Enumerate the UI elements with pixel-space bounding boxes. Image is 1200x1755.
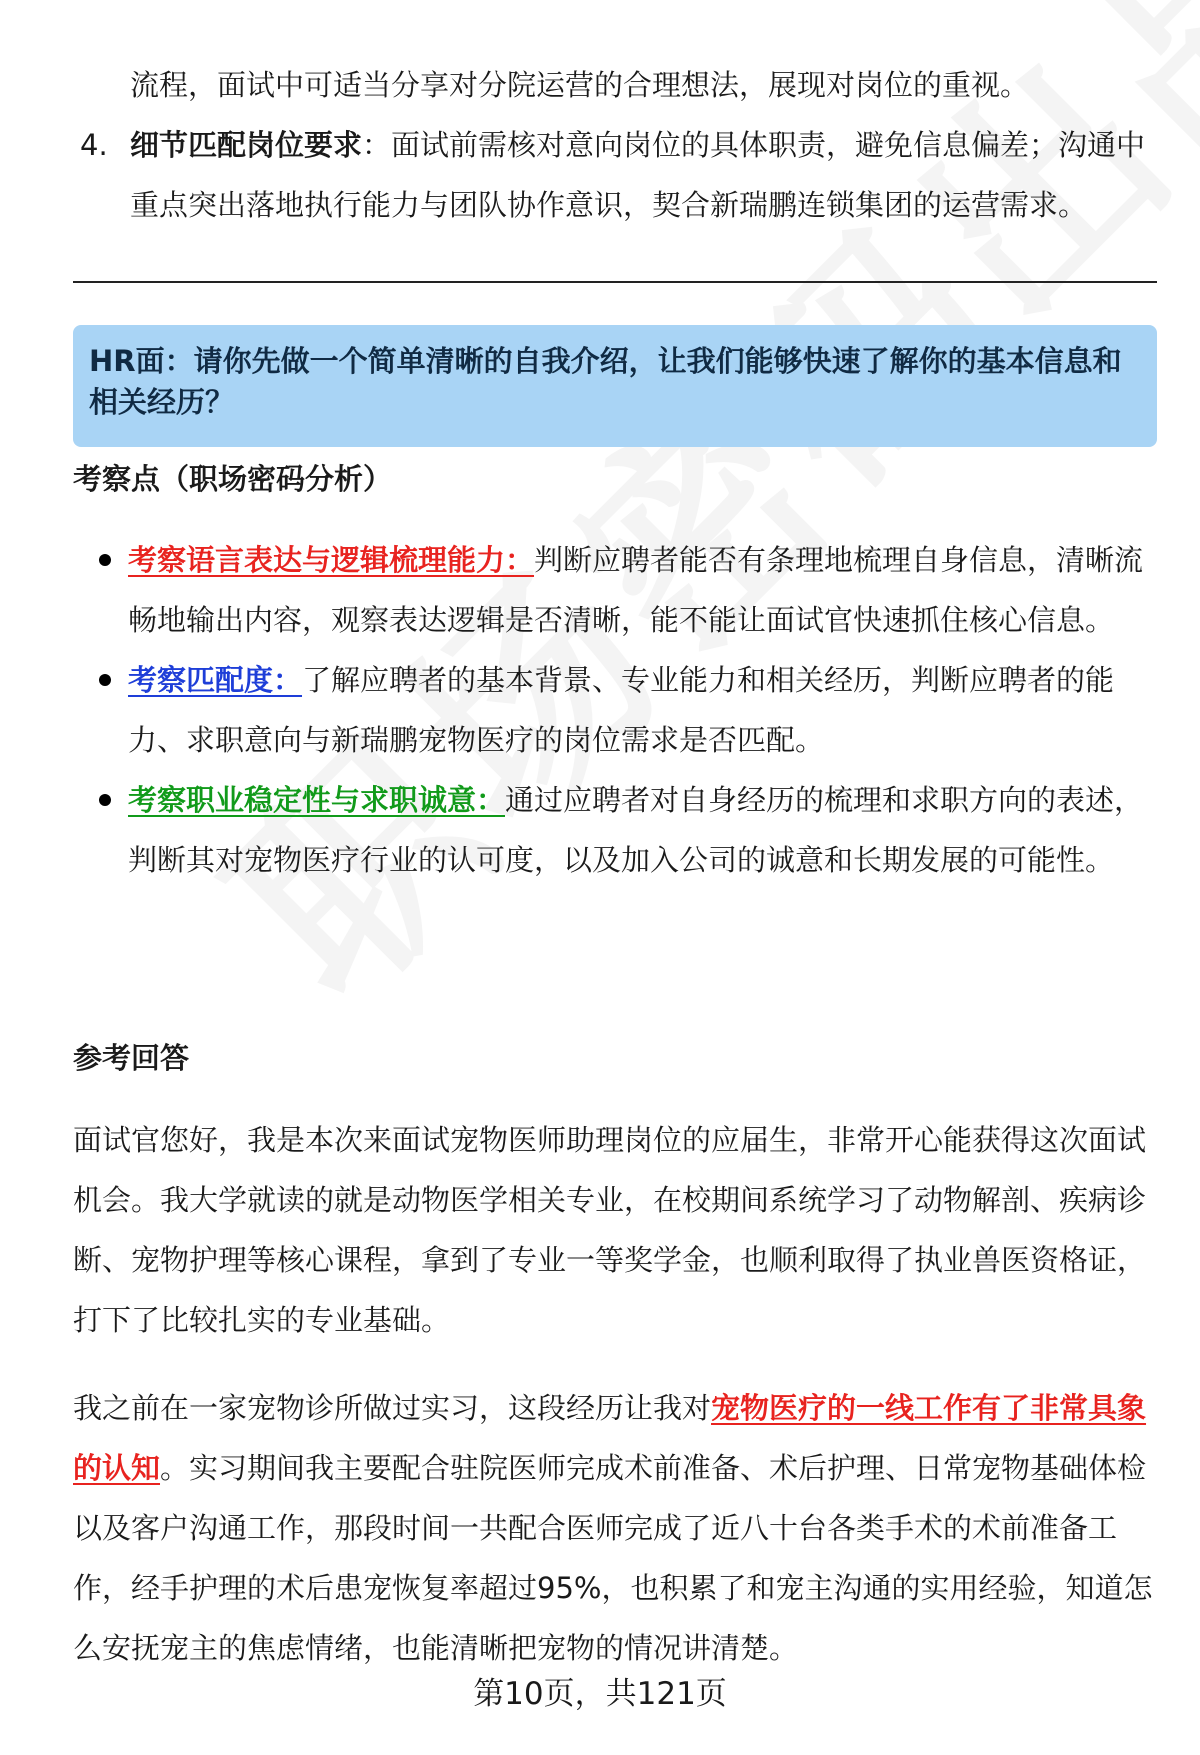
answer-highlight: 宠物医疗的一线工作有了非常具象的认知 (73, 1391, 1147, 1485)
point-keyword: 考察语言表达与逻辑梳理能力： (128, 543, 535, 577)
point-text: 了解应聘者的基本背景、专业能力和相关经历，判断应聘者的能力、求职意向与新瑞鹏宠物医疗的岗位需求是否匹配。 (128, 663, 1115, 757)
list-item-text: ：面试前需核对意向岗位的具体职责，避免信息偏差；沟通中重点突出落地执行能力与团队协作意识，契合新瑞鹏连锁集团的运营需求。 (130, 128, 1146, 222)
assessment-point (73, 770, 1157, 890)
bullet-icon (99, 554, 111, 566)
assessment-point (73, 530, 1157, 650)
section-divider (73, 281, 1157, 283)
answer-text-before: 我之前在一家宠物诊所做过实习，这段经历让我对 (73, 1391, 712, 1425)
list-number: 4. (80, 128, 108, 162)
page-number: 第10页，共121页 (473, 1676, 727, 1712)
section-title-answer: 参考回答 (73, 1041, 190, 1075)
previous-paragraph-tail: 流程，面试中可适当分享对分院运营的合理想法，展现对岗位的重视。 (130, 68, 1030, 102)
point-keyword: 考察职业稳定性与求职诚意： (128, 783, 506, 817)
list-item-title: 细节匹配岗位要求 (130, 128, 363, 162)
bullet-icon (99, 674, 111, 686)
point-text: 判断应聘者能否有条理地梳理自身信息，清晰流畅地输出内容，观察表达逻辑是否清晰，能不能让面试官快速抓住核心信息。 (128, 543, 1144, 637)
answer-paragraph-2 (73, 1378, 1157, 1678)
section-title-assessment: 考察点（职场密码分析） (73, 462, 393, 496)
assessment-points-list (73, 530, 1157, 890)
numbered-list-item (80, 115, 1150, 235)
interview-question-box: HR面：请你先做一个简单清晰的自我介绍，让我们能够快速了解你的基本信息和相关经历？ (73, 325, 1157, 447)
answer-text-after: 。实习期间我主要配合驻院医师完成术前准备、术后护理、日常宠物基础体检以及客户沟通工作，那段时间一共配合医师完成了近八十台各类手术的术前准备工作，经手护理的术后患宠恢复率超过95%，也积累了和宠主沟通的实用经验，知道怎么安抚宠主的焦虑情绪，也能清晰把宠物的情况讲清楚。 (73, 1451, 1153, 1665)
bullet-icon (99, 794, 111, 806)
point-text: 通过应聘者对自身经历的梳理和求职方向的表述，判断其对宠物医疗行业的认可度，以及加入公司的诚意和长期发展的可能性。 (128, 783, 1144, 877)
assessment-point (73, 650, 1157, 770)
answer-paragraph-1: 面试官您好，我是本次来面试宠物医师助理岗位的应届生，非常开心能获得这次面试机会。我大学就读的就是动物医学相关专业，在校期间系统学习了动物解剖、疾病诊断、宠物护理等核心课程，拿到了专业一等奖学金，也顺利取得了执业兽医资格证，打下了比较扎实的专业基础。 (73, 1123, 1147, 1337)
point-keyword: 考察匹配度： (128, 663, 303, 697)
list-item-body (130, 115, 1150, 235)
